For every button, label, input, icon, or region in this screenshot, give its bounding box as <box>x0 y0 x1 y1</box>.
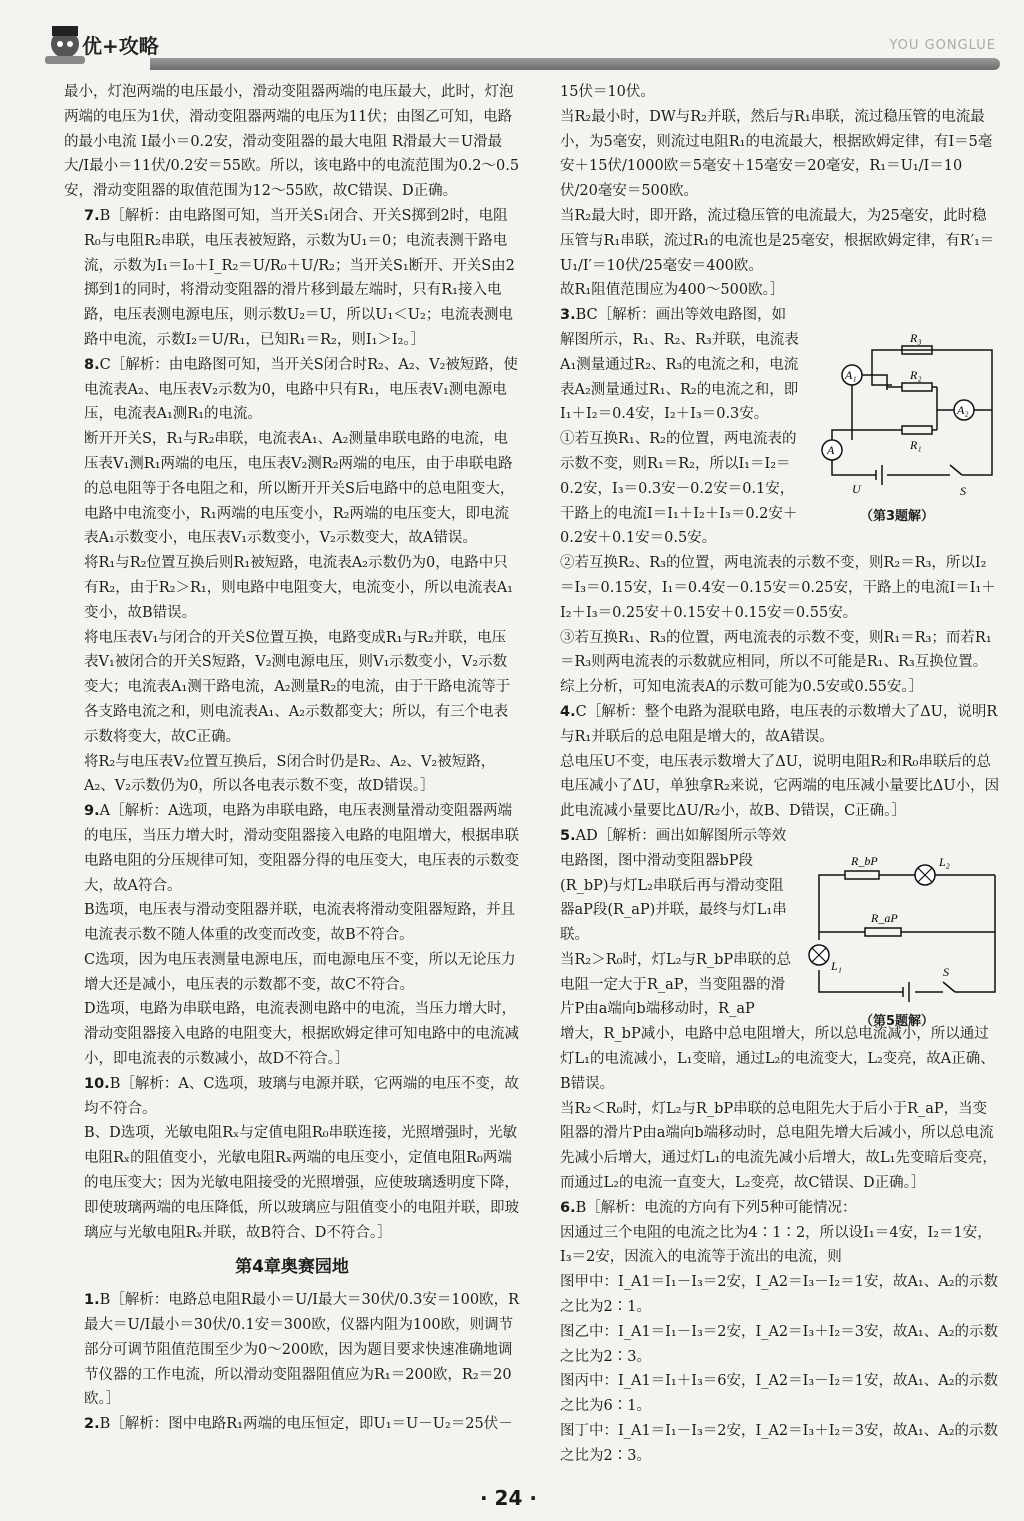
question-6: 6.B［解析：电流的方向有下列5种可能情况： <box>560 1199 857 1216</box>
label-a1: A₁ <box>845 368 857 382</box>
paragraph: 图丁中：I_A1＝I₁－I₃＝2安，I_A2＝I₃＋I₂＝3安，故A₁、A₂的示数之比为2∶3。 <box>560 1423 999 1464</box>
label-u: U <box>852 482 861 496</box>
question-7: 7.B［解析：由电路图可知，当开关S₁闭合、开关S掷到2时，电阻R₀与电阻R₂串联，电压表被短路，示数为U₁＝0；电流表测干路电流，示数为I₁＝I₀＋I_R₂＝U/R₀＋U/R₂；当开关S₁断开、开关S由2掷到1的同时，将滑动变阻器的滑片移到最左端时，只有R₁接入电路，电压表测电源电压，则示数U₂＝U，所以U₁＜U₂；电流表测电路中电流，示数I₂＝U/R₁，已知R₁＝R₂，则I₁＞I₂。］ <box>84 207 515 348</box>
paragraph: B、D选项，光敏电阻Rₓ与定值电阻R₀串联连接，光照增强时，光敏电阻Rₓ的阻值变小，光敏电阻Rₓ两端的电压变小，定值电阻R₀两端的电压变大；因为光敏电阻接受的光照增强，应使玻璃透明度下降，即使玻璃两端的电压降低，所以玻璃应与阻值变小的电阻并联，即玻璃应与光敏电阻Rₓ并联，故B符合、D不符合。］ <box>84 1125 519 1241</box>
question-2: 2.B［解析：图中电路R₁两端的电压恒定，即U₁＝U－U₂＝25伏－ <box>84 1416 513 1433</box>
paragraph: B选项，电压表与滑动变阻器并联，电流表将滑动变阻器短路，并且电流表示数不随人体重的改变而改变，故B不符合。 <box>84 902 516 944</box>
paragraph: 15伏＝10伏。 <box>560 84 655 100</box>
paragraph: 当R₂＞R₀时，灯L₂与R_bP串联的总电阻一定大于R_aP，当变阻器的滑片P由a端向b端移动时，R_aP <box>560 951 792 1018</box>
paragraph: 图丙中：I_A1＝I₁＋I₃＝6安，I_A2＝I₃－I₂＝1安，故A₁、A₂的示数之比为6∶1。 <box>560 1373 999 1415</box>
paragraph: 总电压U不变，电压表示数增大了ΔU，说明电阻R₂和R₀串联后的总电压减小了ΔU，单独拿R₂来说，它两端的电压减小量要比ΔU小，因此电流减小量要比ΔU/R₂小，故B、D错误，C正确。］ <box>560 753 1000 820</box>
caption-fig5: （第5题解） <box>860 1014 935 1029</box>
label-s: S <box>960 484 966 498</box>
paragraph: 当R₂最小时，DW与R₂并联，然后与R₁串联，流过稳压管的电流最小，为5毫安，则流过电阻R₁的电流最大，根据欧姆定律，有I＝5毫安＋15伏/1000欧＝5毫安＋15毫安＝20毫安，R₁＝U₁/I＝10伏/20毫安＝500欧。 <box>560 108 993 200</box>
label-a2: A₂ <box>957 403 969 417</box>
caption-fig3: （第3题解） <box>860 509 935 524</box>
paragraph: 将电压表V₁与闭合的开关S位置互换，电路变成R₁与R₂并联，电压表V₁被闭合的开关S短路，V₂测电源电压，则V₁示数变小，V₂示数变大；电流表A₁测干路电流，A₂测量R₂的电流，由于干路电流等于各支路电流之和，则电流表A₁、A₂示数都变大；所以，有三个电表示数将变大，故C正确。 <box>84 629 511 745</box>
circuit-diagram-5 <box>805 850 1005 1010</box>
question-4: 4.C［解析：整个电路为混联电路，电压表的示数增大了ΔU，说明R与R₁并联后的总电阻是增大的，故A错误。 <box>560 703 998 745</box>
paragraph: 综上分析，可知电流表A的示数可能为0.5安或0.55安。］ <box>560 679 924 696</box>
brand-title: 优+攻略 <box>82 34 159 58</box>
question-9: 9.A［解析：A选项，电路为串联电路，电压表测量滑动变阻器两端的电压，当压力增大时，滑动变阻器接入电路的电阻增大，根据串联电路电阻的分压规律可知，变阻器分得的电压变大，电压表的示数变大，故A符合。 <box>84 803 519 894</box>
header-bar <box>150 58 1000 70</box>
page-number: · 24 · <box>480 1486 537 1510</box>
label-l1: L₁ <box>831 959 842 973</box>
paragraph: ①若互换R₁、R₂的位置，两电流表的示数不变，则R₁＝R₂，所以I₁＝I₂＝0.2安，I₃＝0.3安－0.2安＝0.1安，干路上的电流I＝I₁＋I₂＋I₃＝0.2安＋0.2安＋0.1安＝0.5安。 <box>560 431 798 547</box>
label-rbp: R_bP <box>851 854 878 868</box>
paragraph: 最小，灯泡两端的电压最小，滑动变阻器两端的电压最大，此时，灯泡两端的电压为1伏，滑动变阻器两端的电压为11伏；由图乙可知，电路的最小电流 I最小＝0.2安，滑动变阻器的最大电阻 R滑最大＝U滑最大/I最小＝11伏/0.2安＝55欧。所以，该电路中的电流范围为0.2～0.5安，滑动变阻器的取值范围为12～55欧，故C错误、D正确。 <box>64 84 520 200</box>
paragraph: 将R₁与R₂位置互换后则R₁被短路，电流表A₂示数仍为0，电路中只有R₂，由于R₂＞R₁，则电路中电阻变大，电流变小，所以电流表A₁变小，故B错误。 <box>84 555 513 621</box>
label-r2: R₂ <box>910 368 922 382</box>
page-header <box>0 0 1024 80</box>
label-s5: S <box>943 965 949 979</box>
label-l2: L₂ <box>939 855 950 869</box>
paragraph: C选项，因为电压表测量电源电压，而电源电压不变，所以无论压力增大还是减小，电压表的示数都不变，故C不符合。 <box>84 951 516 993</box>
label-a: A <box>827 443 835 457</box>
question-10: 10.B［解析：A、C选项，玻璃与电源并联，它两端的电压不变，故均不符合。 <box>84 1075 519 1117</box>
label-rap: R_aP <box>871 911 898 925</box>
section-title: 第4章奥赛园地 <box>235 1257 349 1278</box>
header-right-text: YOU GONGLUE <box>889 38 996 53</box>
paragraph: 断开开关S，R₁与R₂串联，电流表A₁、A₂测量串联电路的电流，电压表V₁测R₁两端的电压，电压表V₂测R₂两端的电压，由于串联电路的总电阻等于各电阻之和，所以断开开关S后电路中的总电阻变大，电路中电流变小，R₁两端的电压变小，R₂两端的电压变大，即电流表A₁示数变小，电压表V₁示数变小，V₂示数变大，故A错误。 <box>84 431 515 547</box>
paragraph: 图乙中：I_A1＝I₁－I₃＝2安，I_A2＝I₃＋I₂＝3安，故A₁、A₂的示数之比为2∶3。 <box>560 1323 999 1365</box>
paragraph: ③若互换R₁、R₃的位置，两电流表的示数不变，则R₁＝R₃；而若R₁＝R₃则两电流表的示数就应相同，所以不可能是R₁、R₃互换位置。 <box>560 629 992 671</box>
circuit-diagram-3 <box>812 325 1012 505</box>
paragraph: 增大，R_bP减小，电路中总电阻增大，所以总电流减小，所以通过灯L₁的电流减小，L₁变暗，通过L₂的电流变大，L₂变亮，故A正确、B错误。 <box>560 1026 995 1092</box>
right-column <box>540 80 1000 1469</box>
paragraph: D选项，电路为串联电路，电流表测电路中的电流，当压力增大时，滑动变阻器接入电路的电阻变大，根据欧姆定律可知电路中的电流减小，即电流表的示数减小，故D不符合。］ <box>84 1001 519 1068</box>
paragraph: 因通过三个电阻的电流之比为4∶1∶2，所以设I₁＝4安，I₂＝1安，I₃＝2安，因流入的电流等于流出的电流，则 <box>560 1224 992 1266</box>
question-5-block <box>540 824 795 1022</box>
paragraph: ②若互换R₂、R₃的位置，两电流表的示数不变，则R₂＝R₃，所以I₂＝I₃＝0.15安，I₁＝0.4安－0.15安＝0.25安，干路上的电流I＝I₁＋I₂＋I₃＝0.25安＋0.15安＋0.15安＝0.55安。 <box>560 555 996 621</box>
question-1: 1.B［解析：电路总电阻R最小＝U/I最大＝30伏/0.3安＝100欧，R最大＝U/I最小＝30伏/0.1安＝300欧，仪器内阻为100欧，则调节部分可调节阻值范围至少为0～200欧，因为题目要求快速准确地调节仪器的工作电流，所以滑动变阻器阻值应为R₁＝200欧，R₂＝20欧。］ <box>84 1292 520 1408</box>
label-r3: R₃ <box>910 331 922 345</box>
question-3: 3.BC［解析：画出等效电路图，如解图所示，R₁、R₂、R₃并联，电流表A₁测量通过R₂、R₃的电流之和，电流表A₂测量通过R₁、R₂的电流之和，即I₁＋I₂＝0.4安，I₂＋I₃＝0.3安。 <box>560 307 799 423</box>
left-column <box>64 80 520 1437</box>
label-r1: R₁ <box>910 438 922 452</box>
question-8: 8.C［解析：由电路图可知，当开关S闭合时R₂、A₂、V₂被短路，使电流表A₂、电压表V₂示数为0，电路中只有R₁，电压表V₁测电源电压，电流表A₁测R₁的电流。 <box>84 356 518 423</box>
question-5: 5.AD［解析：画出如解图所示等效电路图，图中滑动变阻器bP段(R_bP)与灯L₂串联后再与滑动变阻器aP段(R_aP)并联，最终与灯L₁串联。 <box>560 827 787 944</box>
paragraph: 将R₂与电压表V₂位置互换后，S闭合时仍是R₂、A₂、V₂被短路，A₂、V₂示数仍为0，所以各电表示数不变，故D错误。］ <box>84 753 496 795</box>
paragraph: 当R₂最大时，即开路，流过稳压管的电流最大，为25毫安，此时稳压管与R₁串联，流过R₁的电流也是25毫安，根据欧姆定律，有R′₁＝U₁/I′＝10伏/25毫安＝400欧。 <box>560 207 995 274</box>
paragraph: 故R₁阻值范围应为400～500欧。］ <box>560 282 785 299</box>
paragraph: 当R₂＜R₀时，灯L₂与R_bP串联的总电阻先大于后小于R_aP，当变阻器的滑片P由a端向b端移动时，总电阻先增大后减小，所以总电流先减小后增大，通过灯L₁的电流先减小后增大，故L₁先变暗后变亮，而通过L₂的电流一直变大，L₂变亮，故C错误、D正确。］ <box>560 1100 997 1192</box>
question-3-block <box>540 303 800 551</box>
paragraph: 图甲中：I_A1＝I₁－I₃＝2安，I_A2＝I₃－I₂＝1安，故A₁、A₂的示数之比为2∶1。 <box>560 1274 999 1316</box>
